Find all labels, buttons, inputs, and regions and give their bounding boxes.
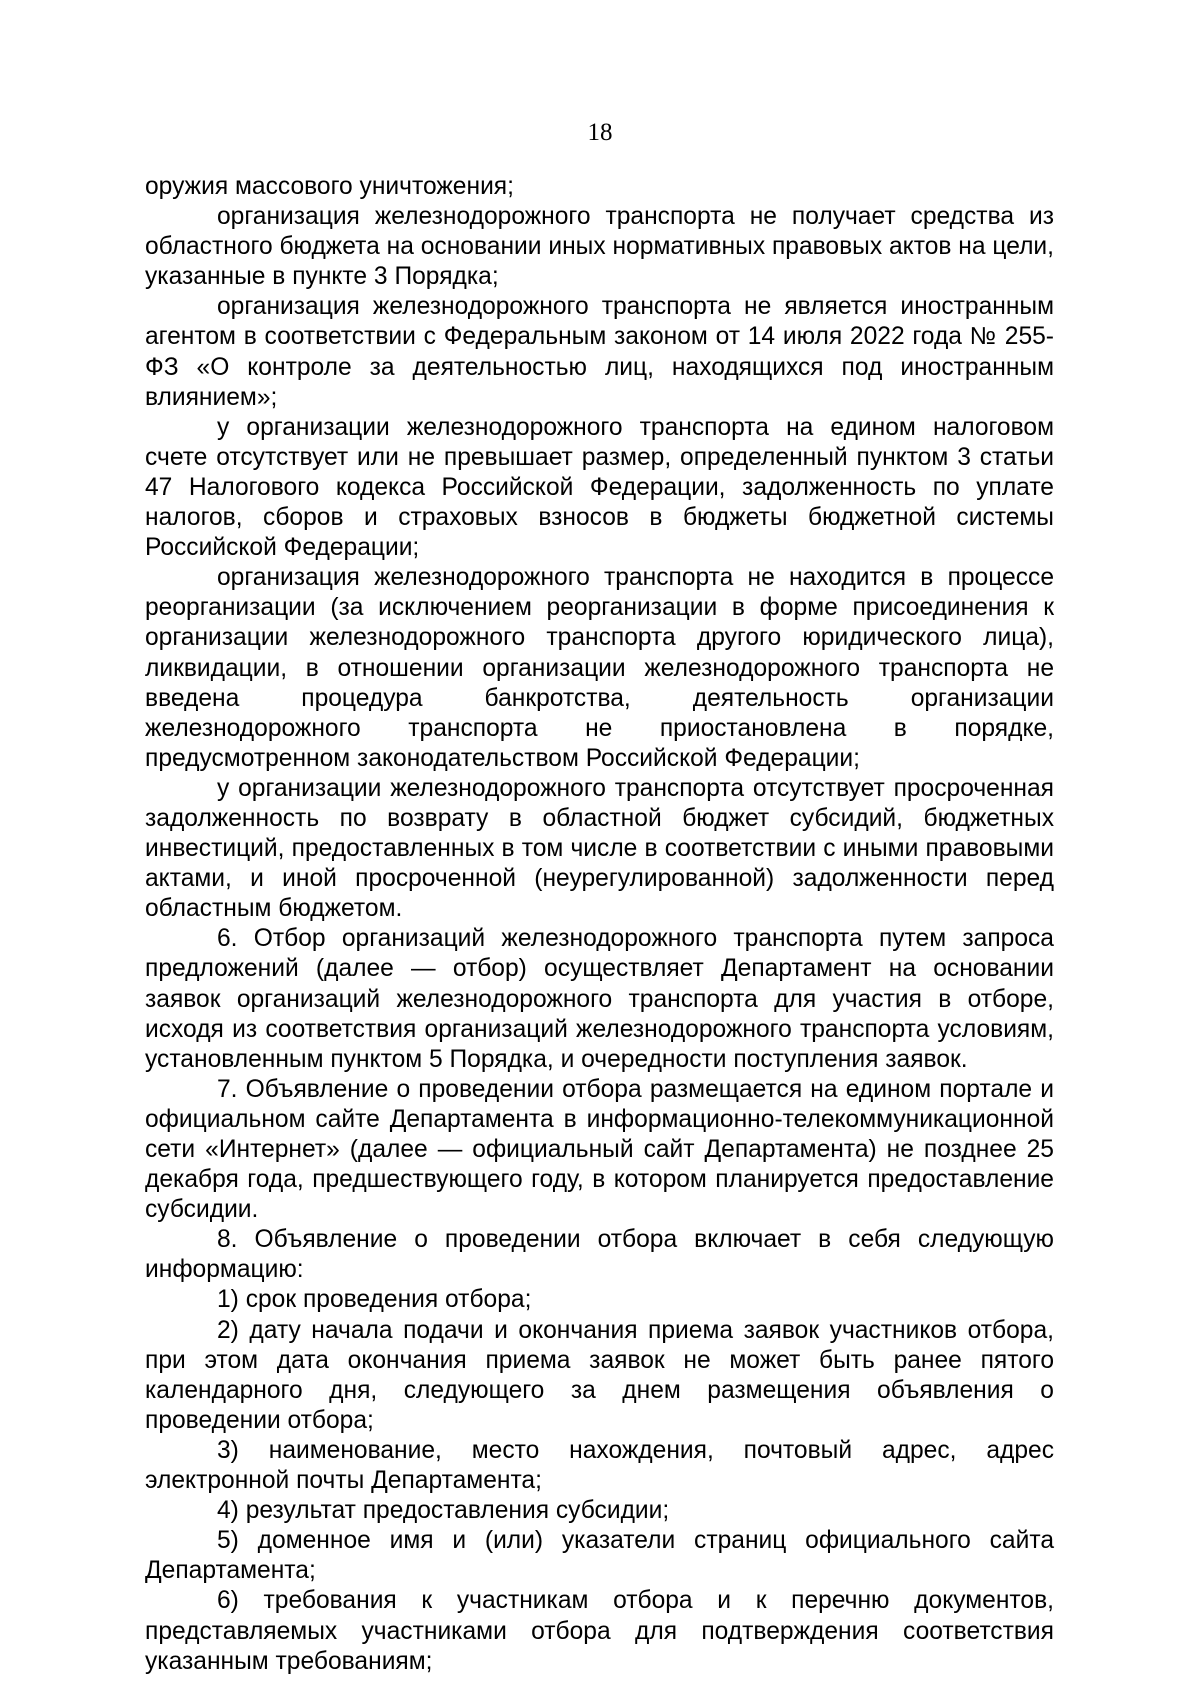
paragraph: организация железнодорожного транспорта не является иностранным агентом в соответствии с Федеральным законом от 14 июля 2022 года № 255-ФЗ «О контроле за деятельностью лиц, находящихся под иностранным влиянием»; <box>145 293 1054 411</box>
paragraph: организация железнодорожного транспорта не находится в процессе реорганизации (за исключением реорганизации в форме присоединения к организации железнодорожного транспорта другого юридического лица), ликвидации, в отношении организации железнодорожного транспорта не введена процедура банкротства, деятельность организации железнодорожного транспорта не приостановлена в порядке, предусмотренном законодательством Российской Федерации; <box>145 564 1054 772</box>
list-item: 6) требования к участникам отбора и к перечню документов, представляемых участниками отбора для подтверждения соответствия указанным требованиям; <box>145 1587 1054 1675</box>
clause-6: 6. Отбор организаций железнодорожного транспорта путем запроса предложений (далее — отбор) осуществляет Департамент на основании заявок организаций железнодорожного транспорта для участия в отборе, исходя из соответствия организаций железнодорожного транспорта условиям, установленным пунктом 5 Порядка, и очередности поступления заявок. <box>145 925 1054 1073</box>
page-number: 18 <box>587 119 613 146</box>
list-item: 5) доменное имя и (или) указатели страниц официального сайта Департамента; <box>145 1527 1054 1585</box>
document-body <box>145 172 1054 1677</box>
paragraph: у организации железнодорожного транспорта на едином налоговом счете отсутствует или не превышает размер, определенный пунктом 3 статьи 47 Налогового кодекса Российской Федерации, задолженность по уплате налогов, сборов и страховых взносов в бюджеты бюджетной системы Российской Федерации; <box>145 413 1054 562</box>
paragraph: у организации железнодорожного транспорта отсутствует просроченная задолженность по возврату в областной бюджет субсидий, бюджетных инвестиций, предоставленных в том числе в соответствии с иными правовыми актами, и иной просроченной (неурегулированной) задолженности перед областным бюджетом. <box>145 774 1054 923</box>
list-item: 3) наименование, место нахождения, почтовый адрес, адрес электронной почты Департамента; <box>145 1436 1054 1495</box>
paragraph: организация железнодорожного транспорта не получает средства из областного бюджета на основании иных нормативных правовых актов на цели, указанные в пункте 3 Порядка; <box>145 203 1054 291</box>
list-item: 1) срок проведения отбора; <box>217 1286 532 1314</box>
clause-7: 7. Объявление о проведении отбора размещается на едином портале и официальном сайте Департамента в информационно-телекоммуникационной сети «Интернет» (далее — официальный сайт Департамента) не позднее 25 декабря года, предшествующего году, в котором планируется предоставление субсидии. <box>145 1075 1054 1224</box>
list-item: 2) дату начала подачи и окончания приема заявок участников отбора, при этом дата окончания приема заявок не может быть ранее пятого календарного дня, следующего за днем размещения объявления о проведении отбора; <box>145 1316 1054 1434</box>
list-item: 4) результат предоставления субсидии; <box>217 1497 670 1525</box>
clause-8: 8. Объявление о проведении отбора включает в себя следующую информацию: <box>145 1226 1054 1284</box>
paragraph-continuation: оружия массового уничтожения; <box>145 173 514 200</box>
